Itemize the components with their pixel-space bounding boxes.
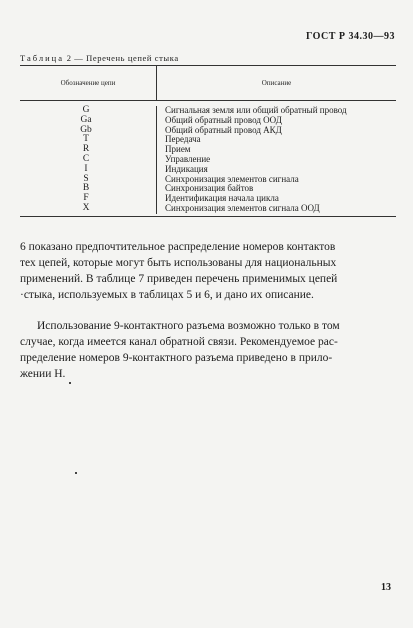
- body-paragraph-2: [20, 318, 394, 382]
- table-cell-code: Ga: [80, 114, 92, 125]
- table-cell-description: Идентификация начала цикла: [165, 193, 279, 204]
- paragraph-line: ·стыка, используемых в таблицах 5 и 6, и дано их описание.: [20, 289, 314, 301]
- table-cell-code: X: [82, 202, 90, 213]
- table-cell-description: Синхронизация байтов: [165, 183, 254, 194]
- table-cell-description: Индикация: [165, 163, 208, 174]
- paragraph-line: пределение номеров 9-контактного разъема приведено в прило-: [20, 352, 333, 364]
- table-cell-code: R: [82, 144, 90, 155]
- table-cell-code: I: [84, 163, 88, 174]
- table-caption-word: Таблица: [20, 53, 64, 63]
- table-cell-description: Управление: [165, 153, 211, 164]
- print-speck: [69, 382, 71, 384]
- table-cell-description: Сигнальная земля или общий обратный провод: [165, 105, 347, 115]
- table-cell-code: Gb: [80, 124, 92, 135]
- paragraph-line: Использование 9-контактного разъема возможно только в том: [37, 320, 340, 332]
- table-cell-code: B: [82, 183, 90, 194]
- table-cell-code: F: [83, 193, 89, 204]
- table-caption: [20, 53, 179, 63]
- column-header-description: Описание: [261, 79, 292, 87]
- table-cell-description: Синхронизация элементов сигнала ООД: [165, 202, 320, 213]
- table-cell-description: Синхронизация элементов сигнала: [165, 173, 299, 184]
- paragraph-line: тех цепей, которые могут быть использованы для национальных: [20, 257, 337, 269]
- description-column: [157, 106, 396, 214]
- body-paragraph-1: [20, 239, 394, 303]
- paragraph-line: 6 показано предпочтительное распределение номеров контактов: [20, 241, 336, 253]
- table-cell-description: Передача: [165, 134, 201, 145]
- code-column: [20, 106, 157, 214]
- signal-table: [20, 65, 396, 217]
- table-cell-code: G: [82, 105, 90, 115]
- table-caption-title: 2 — Перечень цепей стыка: [63, 53, 179, 63]
- table-cell-description: Общий обратный провод АКД: [165, 124, 282, 135]
- table-cell-code: T: [83, 134, 89, 145]
- column-header-code: Обозначение цепи: [20, 66, 157, 100]
- table-cell-description: Прием: [165, 144, 191, 155]
- table-cell-description: Общий обратный провод ООД: [165, 114, 282, 125]
- page-number: 13: [381, 582, 391, 593]
- table-cell-code: S: [83, 173, 89, 184]
- paragraph-line: случае, когда имеется канал обратной связи. Рекомендуемое рас-: [20, 336, 338, 348]
- paragraph-line: применений. В таблице 7 приведен перечень применимых цепей: [20, 273, 338, 285]
- table-body: [20, 101, 396, 216]
- table-cell-code: C: [82, 153, 90, 164]
- print-speck: [75, 472, 77, 474]
- table-header-row: [20, 66, 396, 101]
- document-header: ГОСТ Р 34.30—93: [305, 31, 395, 42]
- paragraph-line: жении Н.: [20, 368, 66, 380]
